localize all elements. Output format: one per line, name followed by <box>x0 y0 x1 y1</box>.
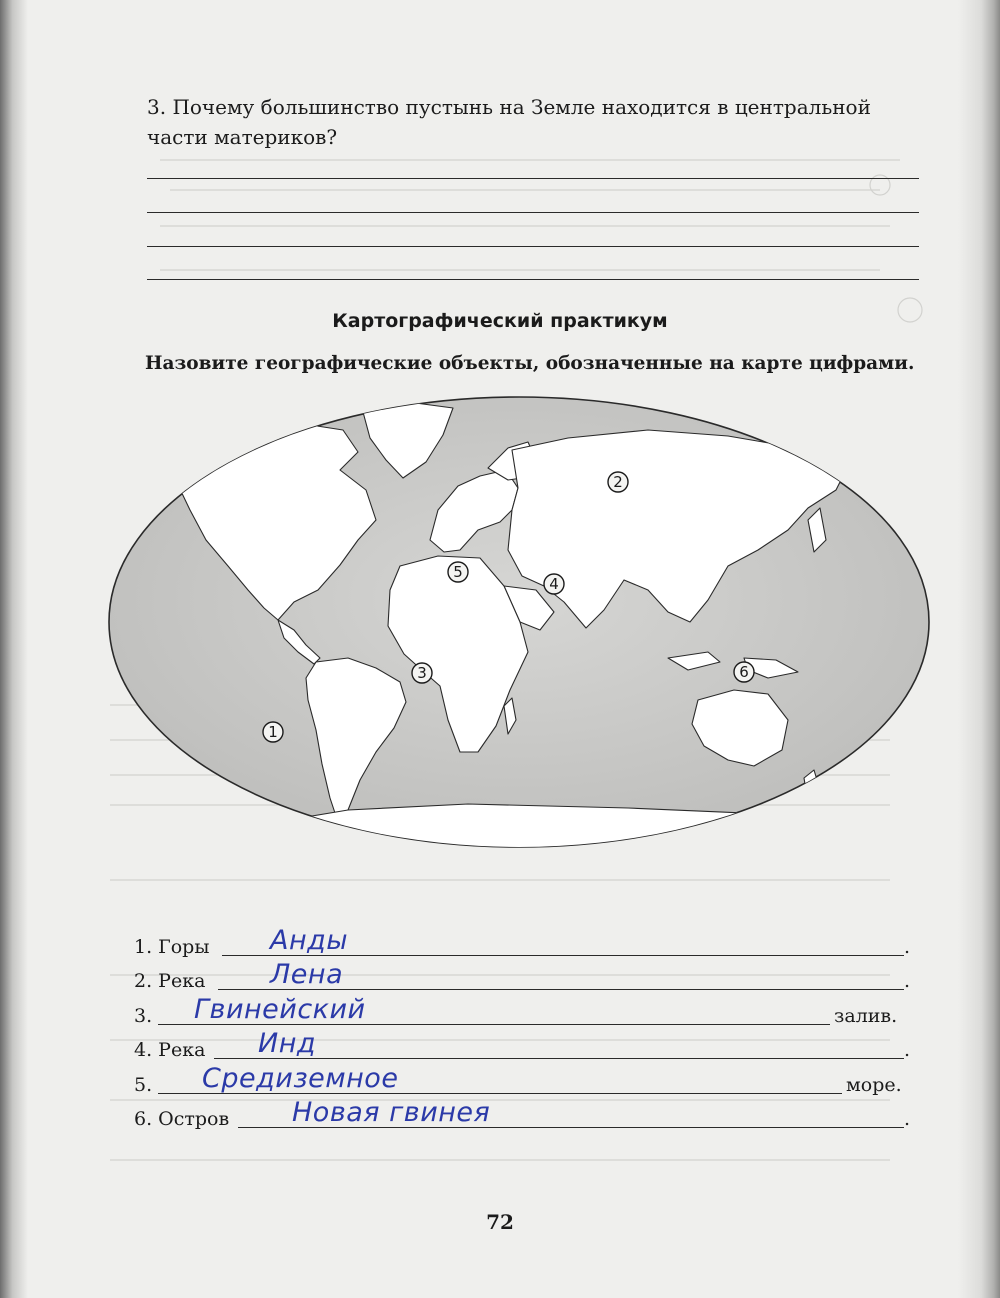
answer-blank[interactable] <box>214 1058 904 1059</box>
svg-text:5: 5 <box>453 563 463 581</box>
handwritten-answer: Анды <box>270 925 349 956</box>
answer-row-6 <box>134 1094 934 1134</box>
handwritten-answer: Средиземное <box>202 1063 399 1094</box>
answer-label: 3. <box>134 1005 153 1027</box>
marker-1 <box>263 722 283 742</box>
marker-4 <box>544 574 564 594</box>
answer-label: 4. Река <box>134 1039 206 1061</box>
page-number: 72 <box>486 1210 514 1234</box>
answer-label: 6. Остров <box>134 1108 230 1130</box>
answer-suffix: . <box>904 970 911 992</box>
svg-text:3: 3 <box>417 664 427 682</box>
question-3: 3. Почему большинство пустынь на Земле находится в центральной части материков? <box>147 95 871 149</box>
handwritten-answer: Новая гвинея <box>292 1097 491 1128</box>
marker-6 <box>734 662 754 682</box>
answer-suffix: море. <box>846 1074 902 1096</box>
answer-label: 1. Горы <box>134 936 210 958</box>
handwritten-answer: Инд <box>258 1028 317 1059</box>
answer-row-2 <box>134 956 934 996</box>
svg-text:2: 2 <box>613 473 623 491</box>
answer-suffix: залив. <box>834 1005 898 1027</box>
answer-label: 2. Река <box>134 970 206 992</box>
section-title: Картографический практикум <box>332 310 668 332</box>
answer-line[interactable] <box>147 178 919 179</box>
marker-3 <box>412 663 432 683</box>
svg-text:6: 6 <box>739 663 749 681</box>
answer-suffix: . <box>904 936 911 958</box>
svg-text:4: 4 <box>549 575 559 593</box>
answer-line[interactable] <box>147 246 919 247</box>
svg-text:1: 1 <box>268 723 278 741</box>
answer-suffix: . <box>904 1039 911 1061</box>
answer-row-4 <box>134 1025 934 1065</box>
answer-line[interactable] <box>147 279 919 280</box>
task-instruction: Назовите географические объекты, обозначенные на карте цифрами. <box>145 353 915 374</box>
world-map <box>108 390 930 850</box>
answer-label: 5. <box>134 1074 153 1096</box>
answer-suffix: . <box>904 1108 911 1130</box>
handwritten-answer: Гвинейский <box>194 994 366 1025</box>
marker-5 <box>448 562 468 582</box>
answer-line[interactable] <box>147 212 919 213</box>
marker-2 <box>608 472 628 492</box>
handwritten-answer: Лена <box>270 959 344 990</box>
